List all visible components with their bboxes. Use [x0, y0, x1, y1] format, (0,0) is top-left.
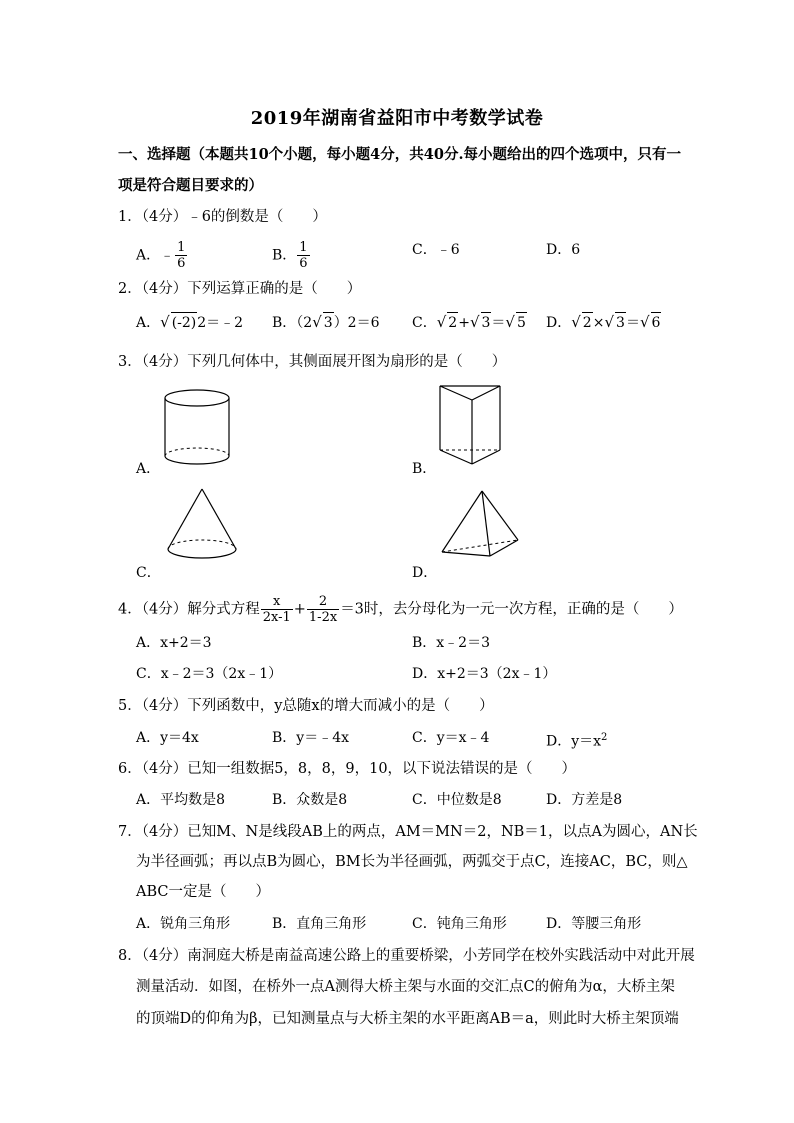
question-1-stem: 1．（4分）﹣6的倒数是（ ） — [118, 209, 327, 225]
question-7-option-b: B．直角三角形 — [272, 916, 367, 932]
fraction — [307, 594, 339, 625]
option-a-sign: ﹣ — [160, 247, 175, 264]
fraction-denominator: 2x-1 — [262, 610, 291, 625]
question-6-option-a: A．平均数是8 — [136, 792, 226, 808]
radicand: 6 — [651, 312, 662, 333]
cone-figure — [164, 486, 240, 566]
question-7-option-d: D．等腰三角形 — [546, 916, 642, 932]
radicand: 5 — [516, 312, 527, 333]
radical-sign-icon: √ — [160, 313, 170, 331]
question-5-option-b: B．y＝﹣4x — [272, 730, 349, 746]
option-d-exponent: 2 — [601, 732, 608, 743]
question-3-option-d: D． — [412, 565, 438, 581]
question-4-option-a: A．x+2＝3 — [136, 635, 212, 651]
question-5-option-a: A．y＝4x — [136, 730, 199, 746]
question-2-option-d — [546, 312, 661, 333]
stem-pre: 4．（4分）解分式方程 — [118, 601, 260, 618]
radical-sign-icon: √ — [469, 313, 480, 331]
question-5-stem: 5．（4分）下列函数中，y总随x的增大而减小的是（ ） — [118, 698, 494, 714]
question-4-option-b: B．x﹣2＝3 — [412, 635, 490, 651]
plus-sign: + — [293, 601, 306, 618]
question-7-line2: 为半径画弧；再以点B为圆心，BM长为半径画弧，两弧交于点C，连接AC，BC，则△ — [136, 854, 688, 870]
question-3-option-b: B． — [412, 461, 437, 477]
section-heading — [118, 139, 688, 201]
question-5-option-d — [546, 728, 607, 752]
question-8-line2: 测量活动．如图，在桥外一点A测得大桥主架与水面的交汇点C的俯角为α，大桥主架 — [136, 979, 675, 995]
question-8-line3: 的顶端D的仰角为β，已知测量点与大桥主架的水平距离AB＝a，则此时大桥主架顶端 — [136, 1011, 679, 1027]
question-4-option-d: D．x+2＝3（2x﹣1） — [412, 666, 557, 682]
question-3-option-c: C． — [136, 565, 161, 581]
option-a-label: A． — [136, 315, 161, 331]
question-1-option-b — [272, 240, 311, 271]
question-3-option-a: A． — [136, 461, 161, 477]
section-heading-line1: 一、选择题（本题共10个小题，每小题4分，共40分.每小题给出的四个选项中，只有一 — [118, 146, 681, 163]
fraction-numerator: 2 — [307, 594, 339, 610]
option-d-base: D．y＝x — [546, 733, 602, 750]
question-4-stem — [118, 594, 683, 625]
question-7-option-a: A．锐角三角形 — [136, 916, 231, 932]
option-d-label: D． — [546, 315, 572, 331]
question-5-option-c: C．y＝x﹣4 — [412, 730, 490, 746]
equals-sign: ＝ — [625, 315, 640, 331]
radical-sign-icon: √ — [571, 313, 581, 331]
question-1-option-d: D．6 — [546, 242, 581, 258]
equals-sign: ＝ — [491, 315, 506, 331]
question-7-line3: ABC一定是（ ） — [136, 884, 270, 900]
radicand: 3 — [481, 312, 492, 333]
radical-sign-icon: √ — [312, 313, 322, 331]
fraction-denominator: 6 — [177, 256, 186, 271]
radical-sign-icon: √ — [639, 313, 650, 331]
radical-sign-icon: √ — [604, 313, 615, 331]
fraction-numerator: 1 — [177, 240, 186, 255]
question-1-option-a — [136, 240, 188, 271]
triangular-prism-figure — [436, 384, 506, 472]
question-2-option-c — [412, 312, 527, 333]
radical-sign-icon: √ — [505, 313, 515, 331]
question-2-option-b — [272, 312, 380, 333]
plus-sign: + — [458, 315, 470, 331]
option-c-label: C． — [412, 315, 437, 331]
option-b-tail: ）2＝6 — [333, 315, 380, 331]
section-heading-line2: 项是符合题目要求的） — [118, 177, 263, 194]
radical-sign-icon: √ — [436, 313, 447, 331]
question-1-option-c: C．﹣6 — [412, 242, 460, 258]
question-7-line1: 7．（4分）已知M、N是线段AB上的两点，AM＝MN＝2，NB＝1，以点A为圆心，AN长 — [118, 824, 698, 840]
option-a-label: A． — [136, 247, 161, 264]
question-6-option-d: D．方差是8 — [546, 792, 623, 808]
radicand: 3 — [323, 312, 334, 333]
fraction-numerator: 1 — [299, 240, 308, 255]
radicand: 3 — [615, 312, 626, 333]
tetrahedron-figure — [438, 488, 522, 560]
fraction — [261, 594, 293, 625]
fraction-denominator: 6 — [299, 256, 308, 271]
question-6-option-b: B．众数是8 — [272, 792, 348, 808]
fraction — [297, 240, 309, 271]
stem-post: ＝3时，去分母化为一元一次方程，正确的是（ ） — [340, 601, 683, 618]
fraction-denominator: 1-2x — [308, 610, 338, 625]
question-3-stem: 3．（4分）下列几何体中，其侧面展开图为扇形的是（ ） — [118, 354, 507, 370]
question-6-stem: 6．（4分）已知一组数据5，8，8，9，10，以下说法错误的是（ ） — [118, 761, 577, 777]
question-2-stem: 2．（4分）下列运算正确的是（ ） — [118, 281, 362, 297]
fraction — [175, 240, 187, 271]
fraction-numerator: x — [261, 594, 293, 610]
question-6-option-c: C．中位数是8 — [412, 792, 502, 808]
radicand: 2 — [582, 312, 593, 333]
cylinder-figure — [160, 386, 234, 470]
question-8-line1: 8．（4分）南洞庭大桥是南益高速公路上的重要桥梁，小芳同学在校外实践活动中对此开展 — [118, 948, 695, 964]
question-2-option-a — [136, 312, 243, 333]
question-4-option-c: C．x﹣2＝3（2x﹣1） — [136, 666, 283, 682]
option-b-label: B．（2 — [272, 315, 313, 331]
radicand: 2 — [447, 312, 458, 333]
page-title: 2019年湖南省益阳市中考数学试卷 — [250, 108, 544, 129]
question-7-option-c: C．钝角三角形 — [412, 916, 507, 932]
option-b-label: B． — [272, 247, 297, 264]
radicand: (-2) — [171, 312, 198, 333]
times-sign: × — [592, 315, 605, 331]
option-a-tail: 2＝﹣2 — [197, 315, 244, 331]
